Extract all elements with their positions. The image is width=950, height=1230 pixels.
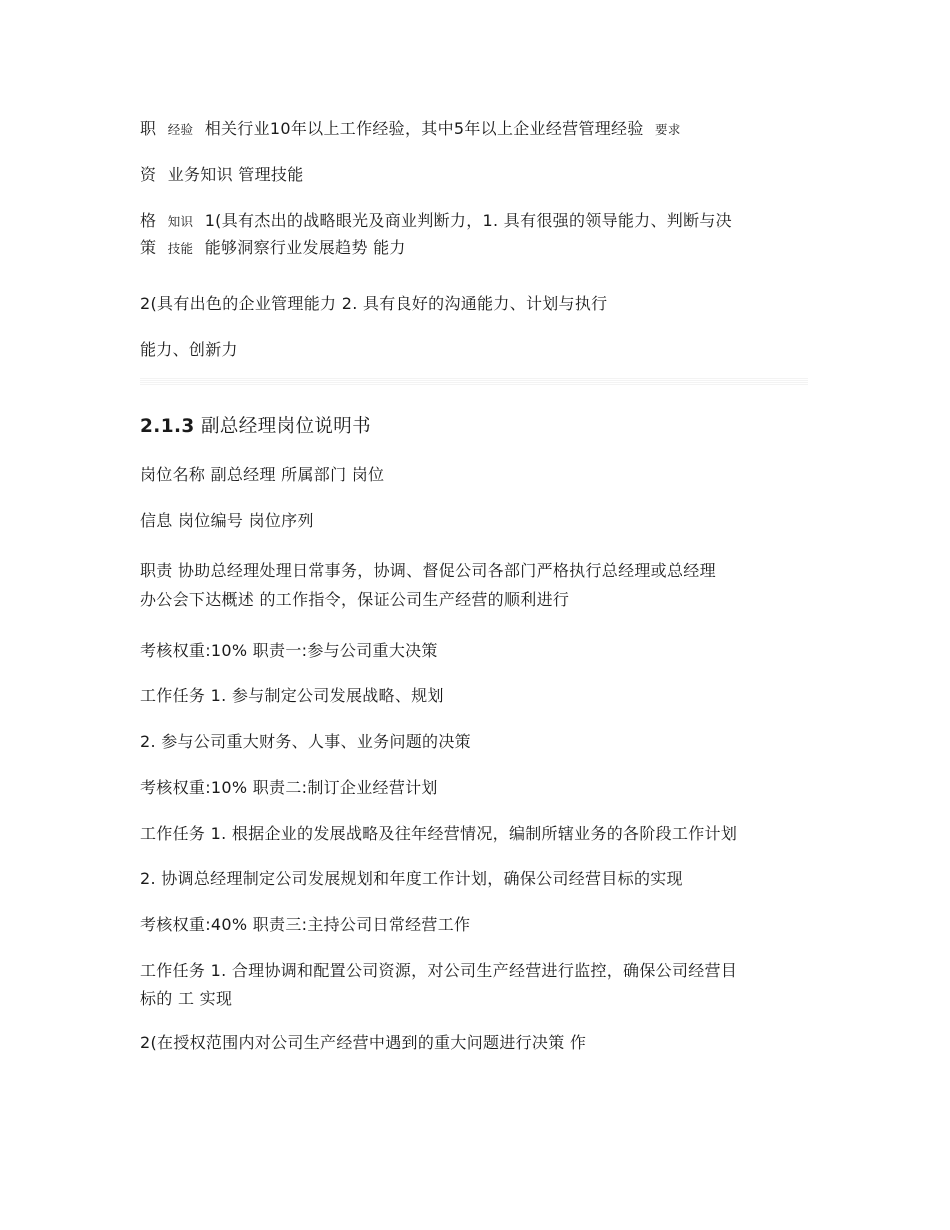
text-line: 2. 参与公司重大财务、人事、业务问题的决策 bbox=[140, 732, 471, 751]
text-line: 考核权重:40% 职责三:主持公司日常经营工作 bbox=[140, 915, 471, 934]
section-divider bbox=[140, 378, 808, 386]
row-text: 能够洞察行业发展趋势 能力 bbox=[204, 238, 406, 257]
text-line: 办公会下达概述 的工作指令，保证公司生产经营的顺利进行 bbox=[140, 590, 570, 609]
row-text: 业务知识 管理技能 bbox=[167, 165, 304, 184]
row-col1: 职 bbox=[140, 119, 157, 138]
row-col1: 策 bbox=[140, 238, 157, 257]
qualification-row-ability bbox=[140, 238, 406, 259]
row-tail: 要求 bbox=[655, 122, 681, 137]
qualification-row-innovation: 能力、创新力 bbox=[140, 340, 238, 359]
text-line: 职责 协助总经理处理日常事务，协调、督促公司各部门严格执行总经理或总经理 bbox=[140, 561, 716, 580]
row-col1: 资 bbox=[140, 165, 157, 184]
row-text: 1(具有杰出的战略眼光及商业判断力，1. 具有很强的领导能力、判断与决 bbox=[204, 211, 732, 230]
text-line: 考核权重:10% 职责一:参与公司重大决策 bbox=[140, 641, 438, 660]
row-label: 经验 bbox=[167, 122, 194, 137]
text-line: 岗位名称 副总经理 所属部门 岗位 bbox=[140, 465, 385, 484]
text-line: 标的 工 实现 bbox=[140, 989, 233, 1008]
text-line: 考核权重:10% 职责二:制订企业经营计划 bbox=[140, 778, 438, 797]
text-line: 工作任务 1. 合理协调和配置公司资源，对公司生产经营进行监控，确保公司经营目 bbox=[140, 961, 738, 980]
section-heading bbox=[140, 415, 371, 439]
qualification-row-skills-header bbox=[140, 165, 304, 185]
section-number: 2.1.3 bbox=[140, 416, 195, 437]
row-text: 相关行业10年以上工作经验，其中5年以上企业经营管理经验 bbox=[204, 119, 644, 138]
qualification-row-knowledge bbox=[140, 211, 732, 232]
row-col1: 格 bbox=[140, 211, 157, 230]
qualification-row-experience bbox=[140, 119, 681, 140]
text-line: 工作任务 1. 根据企业的发展战略及往年经营情况，编制所辖业务的各阶段工作计划 bbox=[140, 824, 738, 843]
qualification-row-management: 2(具有出色的企业管理能力 2. 具有良好的沟通能力、计划与执行 bbox=[140, 294, 608, 313]
text-line: 信息 岗位编号 岗位序列 bbox=[140, 511, 314, 530]
row-label: 知识 bbox=[167, 214, 194, 229]
section-title: 副总经理岗位说明书 bbox=[200, 416, 372, 437]
text-line: 2. 协调总经理制定公司发展规划和年度工作计划，确保公司经营目标的实现 bbox=[140, 869, 683, 888]
text-line: 2(在授权范围内对公司生产经营中遇到的重大问题进行决策 作 bbox=[140, 1033, 587, 1052]
row-label: 技能 bbox=[167, 241, 194, 256]
text-line: 工作任务 1. 参与制定公司发展战略、规划 bbox=[140, 686, 444, 705]
